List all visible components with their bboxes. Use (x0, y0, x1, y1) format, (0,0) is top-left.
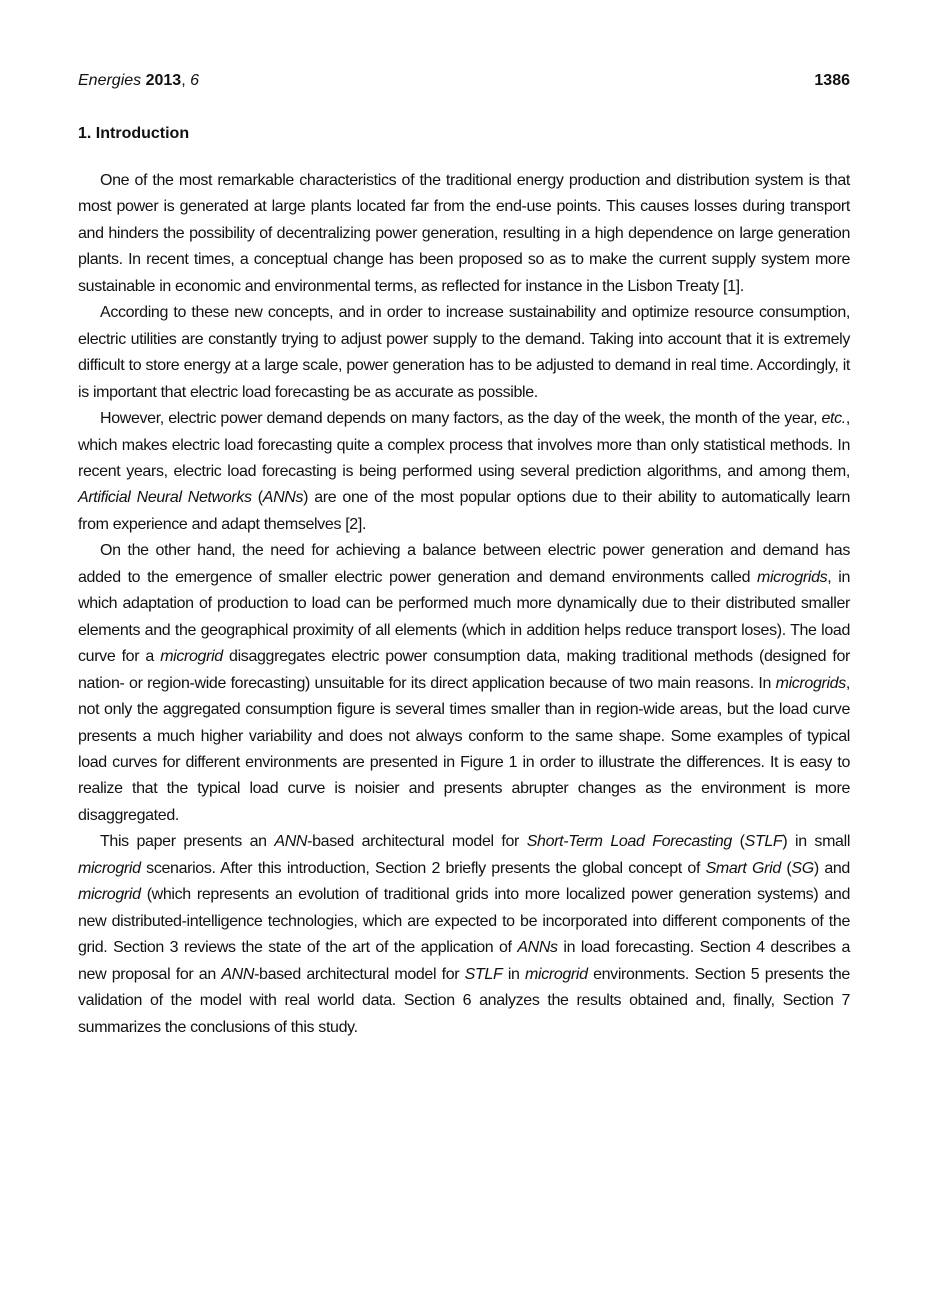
italic-term: ANN (274, 833, 308, 851)
italic-term: STLF (744, 833, 783, 851)
journal-name: Energies (78, 72, 142, 89)
text-run: According to these new concepts, and in order to increase sustainability and optimize resource consumption, electric utilities are constantly trying to adjust power supply to the demand. Taking into account that it is extremely difficult to store energy at a large scale, power generation has to be adjusted to demand in real time. Accordingly, it is important that electric load forecasting be as accurate as possible. (78, 304, 850, 401)
text-run: ( (780, 859, 792, 877)
journal-citation: Energies 2013, 6 (78, 72, 199, 89)
italic-term: Artificial Neural Networks (78, 489, 252, 507)
running-header (78, 72, 850, 90)
italic-term: microgrid (78, 886, 141, 904)
paragraph (78, 829, 850, 1041)
italic-term: microgrid (525, 965, 588, 983)
italic-term: ANN (221, 965, 255, 983)
italic-term: ANNs (517, 939, 558, 957)
paragraph (78, 406, 850, 538)
text-run: -based architectural model for (307, 833, 527, 851)
italic-term: microgrids (775, 674, 846, 692)
paragraph (78, 300, 850, 406)
text-run: in (502, 965, 526, 983)
text-run: environments. Section 5 presents the validation of the model with real world data. Section 6 analyzes the results obtained and, finally, Section 7 summarizes the conclusions of this study. (78, 965, 850, 1036)
italic-term: STLF (464, 965, 503, 983)
paragraph (78, 168, 850, 300)
text-run: ) are one of the most popular options due to their ability to automatically learn from experience and adapt themselves [2]. (78, 489, 850, 533)
text-run: , in which adaptation of production to load can be performed much more dynamically due to their distributed smaller elements and the geographical proximity of all elements (which in addition helps reduce transport loses). The load curve for a (78, 568, 850, 666)
text-run: (which represents an evolution of traditional grids into more localized power generation systems) and new distributed-intelligence technologies, which are expected to be incorporated into different components of the grid. Section 3 reviews the state of the art of the application of (78, 886, 850, 957)
text-run: This paper presents an (100, 833, 275, 851)
journal-volume: 6 (190, 72, 199, 89)
italic-term: microgrids (757, 568, 828, 586)
italic-term: etc. (821, 410, 846, 428)
page-number: 1386 (814, 72, 850, 89)
text-run: ( (251, 489, 263, 507)
section-title: 1. Introduction (78, 125, 190, 142)
italic-term: microgrid (78, 859, 141, 877)
italic-term: ANNs (262, 489, 304, 507)
text-run: ) in small (782, 833, 851, 851)
text-run: However, electric power demand depends on many factors, as the day of the week, the month of the year, (100, 410, 822, 428)
text-run: On the other hand, the need for achieving a balance between electric power generation and demand has added to the emergence of smaller electric power generation and demand environments called (78, 542, 850, 586)
text-run: ( (731, 833, 745, 851)
italic-term: microgrid (160, 648, 223, 666)
italic-term: Short-Term Load Forecasting (526, 833, 732, 851)
text-run: -based architectural model for (254, 965, 465, 983)
text-run: disaggregates electric power consumption data, making traditional methods (designed for nation- or region-wide forecasting) unsuitable for its direct application because of two main reasons. In (78, 648, 850, 692)
text-run: One of the most remarkable characteristics of the traditional energy production and distribution system is that most power is generated at large plants located far from the end-use points. This causes losses during transport and hinders the possibility of decentralizing power generation, resulting in a high dependence on large generation plants. In recent times, a conceptual change has been proposed so as to make the current supply system more sustainable in economic and environmental terms, as reflected for instance in the Lisbon Treaty [1]. (78, 172, 850, 295)
text-run: , which makes electric load forecasting quite a complex process that involves more than only statistical methods. In recent years, electric load forecasting is being performed using several prediction algorithms, and among them, (78, 410, 850, 480)
italic-term: Smart Grid (705, 859, 781, 877)
text-run: ) and (813, 859, 850, 877)
body-text (78, 168, 850, 1041)
paragraph (78, 538, 850, 829)
text-run: in load forecasting. Section 4 describes a new proposal for an (78, 939, 850, 983)
text-run: scenarios. After this introduction, Section 2 briefly presents the global concept of (140, 859, 706, 877)
text-run: , not only the aggregated consumption figure is several times smaller than in region-wide areas, but the load curve presents a much higher variability and does not always conform to the same shape. Some examples of typical load curves for different environments are presented in Figure 1 in order to illustrate the differences. It is easy to realize that the typical load curve is noisier and presents abrupter changes as the environment is more disaggregated. (78, 674, 850, 824)
journal-year: 2013 (145, 72, 182, 89)
italic-term: SG (791, 859, 814, 877)
